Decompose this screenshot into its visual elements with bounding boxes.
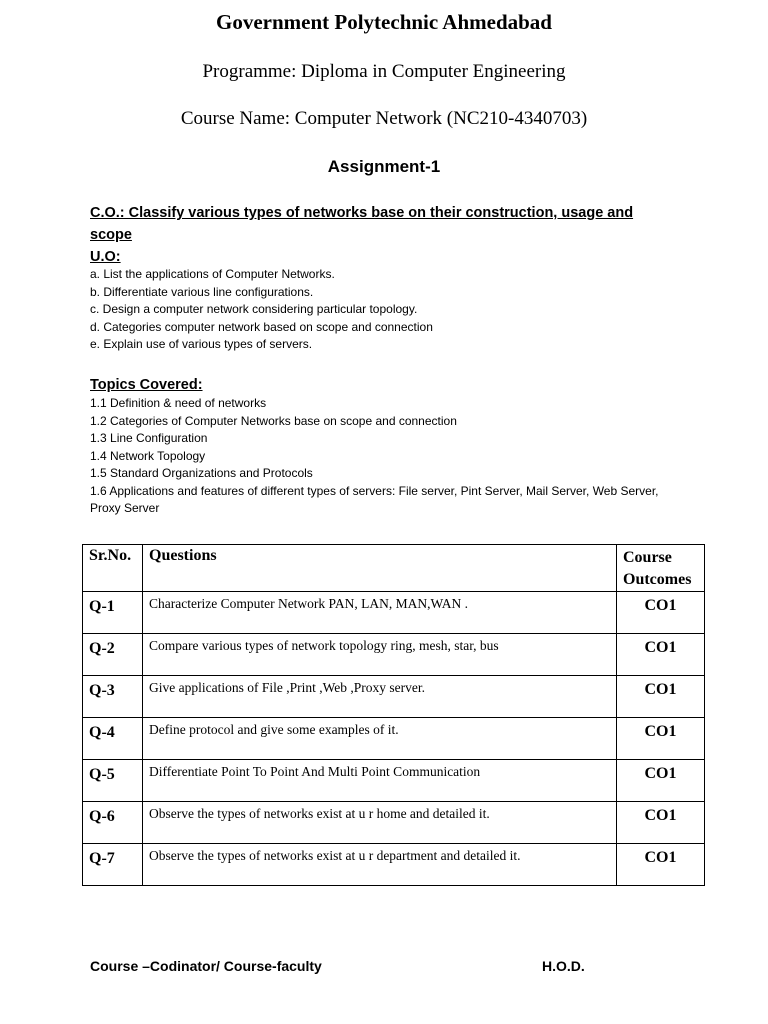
table-header-row: [83, 545, 705, 592]
question-text: Compare various types of network topology ring, mesh, star, bus: [143, 634, 617, 676]
question-number: Q-7: [83, 844, 143, 886]
table-row: [83, 592, 705, 634]
question-text: Give applications of File ,Print ,Web ,Proxy server.: [143, 676, 617, 718]
list-item: c. Design a computer network considering particular topology.: [90, 302, 418, 316]
course-outcome-code: CO1: [617, 802, 705, 844]
question-number: Q-1: [83, 592, 143, 634]
course-outcome-code: CO1: [617, 760, 705, 802]
question-number: Q-2: [83, 634, 143, 676]
list-item: a. List the applications of Computer Networks.: [90, 267, 335, 281]
question-text: Differentiate Point To Point And Multi Point Communication: [143, 760, 617, 802]
programme-line: Programme: Diploma in Computer Engineering: [202, 61, 566, 82]
list-item: b. Differentiate various line configurations.: [90, 284, 314, 299]
topics-list: [90, 395, 665, 518]
question-number: Q-4: [83, 718, 143, 760]
question-text: Define protocol and give some examples of it.: [143, 718, 617, 760]
table-row: [83, 718, 705, 760]
table-row: [83, 760, 705, 802]
list-item: 1.5 Standard Organizations and Protocols: [90, 466, 313, 480]
question-text: Observe the types of networks exist at u r department and detailed it.: [143, 844, 617, 886]
course-outcome-code: CO1: [617, 676, 705, 718]
signature-hod: H.O.D.: [542, 958, 585, 974]
institute-name: Government Polytechnic Ahmedabad: [216, 10, 552, 34]
question-text: Characterize Computer Network PAN, LAN, MAN,WAN .: [143, 592, 617, 634]
questions-table: [82, 544, 705, 886]
table-row: [83, 802, 705, 844]
list-item: 1.4 Network Topology: [90, 448, 206, 463]
topics-heading: Topics Covered:: [90, 377, 203, 393]
table-row: [83, 634, 705, 676]
table-row: [83, 676, 705, 718]
question-number: Q-3: [83, 676, 143, 718]
course-outcome-code: CO1: [617, 634, 705, 676]
unit-outcomes-heading: U.O:: [90, 249, 121, 265]
course-outcome-heading: C.O.: Classify various types of networks base on their construction, usage and scope: [90, 205, 634, 243]
signature-course-coordinator: Course –Codinator/ Course-faculty: [90, 958, 322, 974]
course-outcome-code: CO1: [617, 592, 705, 634]
list-item: 1.2 Categories of Computer Networks base on scope and connection: [90, 413, 457, 428]
question-number: Q-6: [83, 802, 143, 844]
course-name-line: Course Name: Computer Network (NC210-4340703): [180, 108, 588, 129]
list-item: 1.1 Definition & need of networks: [90, 396, 267, 410]
list-item: 1.6 Applications and features of different types of servers: File server, Pint Server, Mail Server, Web Server, Proxy Server: [90, 483, 659, 515]
table-row: [83, 844, 705, 886]
list-item: 1.3 Line Configuration: [90, 431, 208, 445]
question-number: Q-5: [83, 760, 143, 802]
course-outcome-code: CO1: [617, 844, 705, 886]
header-srno: Sr.No.: [83, 545, 143, 592]
question-text: Observe the types of networks exist at u r home and detailed it.: [143, 802, 617, 844]
header-questions: Questions: [143, 545, 617, 592]
course-outcome-code: CO1: [617, 718, 705, 760]
assignment-title: Assignment-1: [327, 157, 441, 176]
unit-outcomes-list: [90, 266, 690, 354]
list-item: d. Categories computer network based on scope and connection: [90, 319, 433, 334]
list-item: e. Explain use of various types of servers.: [90, 337, 313, 351]
header-course-outcomes: Course Outcomes: [617, 545, 705, 592]
